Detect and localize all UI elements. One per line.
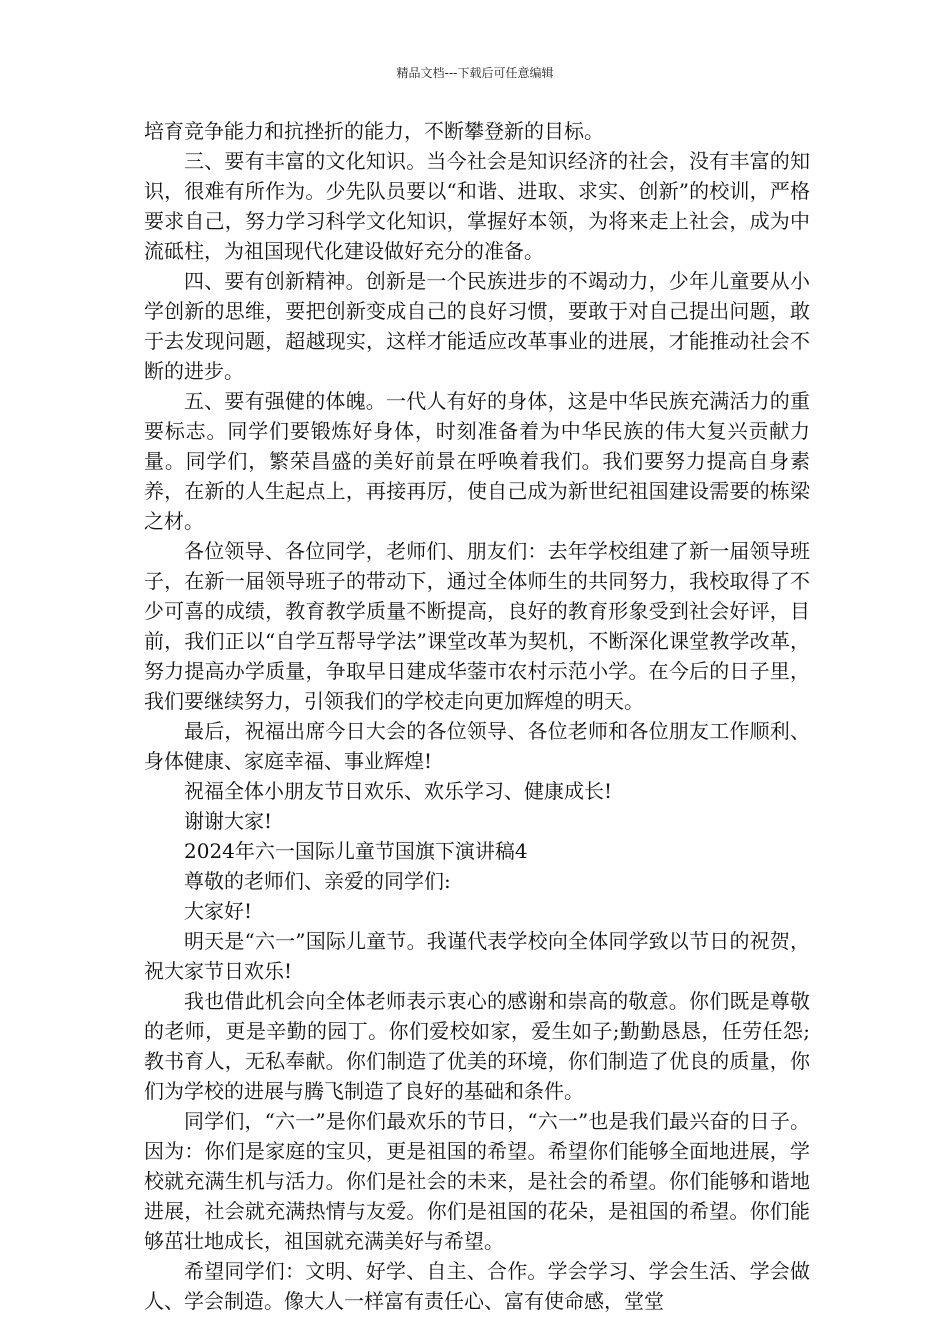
page-header: 精品文档---下载后可任意编辑	[396, 66, 554, 80]
paragraph: 谢谢大家!	[184, 809, 273, 833]
paragraph: 祝福全体小朋友节日欢乐、欢乐学习、健康成长!	[184, 779, 613, 803]
paragraph: 三、要有丰富的文化知识。当今社会是知识经济的社会，没有丰富的知识，很难有所作为。少先队员要以“和谐、进取、求实、创新”的校训，严格要求自己，努力学习科学文化知识，掌握好本领，为将来走上社会，成为中流砥柱，为祖国现代化建设做好充分的准备。	[144, 149, 810, 263]
paragraph: 各位领导、各位同学，老师们、朋友们：去年学校组建了新一届领导班子，在新一届领导班子的带动下，通过全体师生的共同努力，我校取得了不少可喜的成绩，教育教学质量不断提高，良好的教育形象受到社会好评，目前，我们正以“自学互帮导学法”课堂改革为契机，不断深化课堂教学改革，努力提高办学质量，争取早日建成华蓥市农村示范小学。在今后的日子里，我们要继续努力，引领我们的学校走向更加辉煌的明天。	[144, 539, 810, 713]
paragraph: 培育竞争能力和抗挫折的能力，不断攀登新的目标。	[144, 119, 604, 143]
paragraph: 最后，祝福出席今日大会的各位领导、各位老师和各位朋友工作顺利、身体健康、家庭幸福、事业辉煌!	[144, 719, 810, 773]
paragraph: 同学们，“六一”是你们最欢乐的节日，“六一”也是我们最兴奋的日子。因为：你们是家庭的宝贝，更是祖国的希望。希望你们能够全面地进展，学校就充满生机与活力。你们是社会的未来，是社会的希望。你们能够和谐地进展，社会就充满热情与友爱。你们是祖国的花朵，是祖国的希望。你们能够茁壮地成长，祖国就充满美好与希望。	[144, 1109, 810, 1253]
paragraph: 明天是“六一”国际儿童节。我谨代表学校向全体同学致以节日的祝贺，祝大家节日欢乐!	[144, 929, 810, 983]
paragraph: 四、要有创新精神。创新是一个民族进步的不竭动力，少年儿童要从小学创新的思维，要把创新变成自己的良好习惯，要敢于对自己提出问题，敢于去发现问题，超越现实，这样才能适应改革事业的进展，才能推动社会不断的进步。	[144, 269, 810, 383]
section-title: 2024年六一国际儿童节国旗下演讲稿4	[184, 839, 528, 863]
greeting: 大家好!	[184, 899, 253, 923]
document-body	[144, 116, 810, 1316]
paragraph: 五、要有强健的体魄。一代人有好的身体，这是中华民族充满活力的重要标志。同学们要锻炼好身体，时刻准备着为中华民族的伟大复兴贡献力量。同学们，繁荣昌盛的美好前景在呼唤着我们。我们要努力提高自身素养，在新的人生起点上，再接再厉，使自己成为新世纪祖国建设需要的栋梁之材。	[144, 389, 810, 533]
greeting: 尊敬的老师们、亲爱的同学们:	[184, 869, 451, 893]
paragraph: 希望同学们：文明、好学、自主、合作。学会学习、学会生活、学会做人、学会制造。像大人一样富有责任心、富有使命感，堂堂	[144, 1259, 810, 1313]
paragraph: 我也借此机会向全体老师表示衷心的感谢和崇高的敬意。你们既是尊敬的老师，更是辛勤的园丁。你们爱校如家，爱生如子;勤勤恳恳，任劳任怨;教书育人，无私奉献。你们制造了优美的环境，你们制造了优良的质量，你们为学校的进展与腾飞制造了良好的基础和条件。	[144, 989, 810, 1103]
